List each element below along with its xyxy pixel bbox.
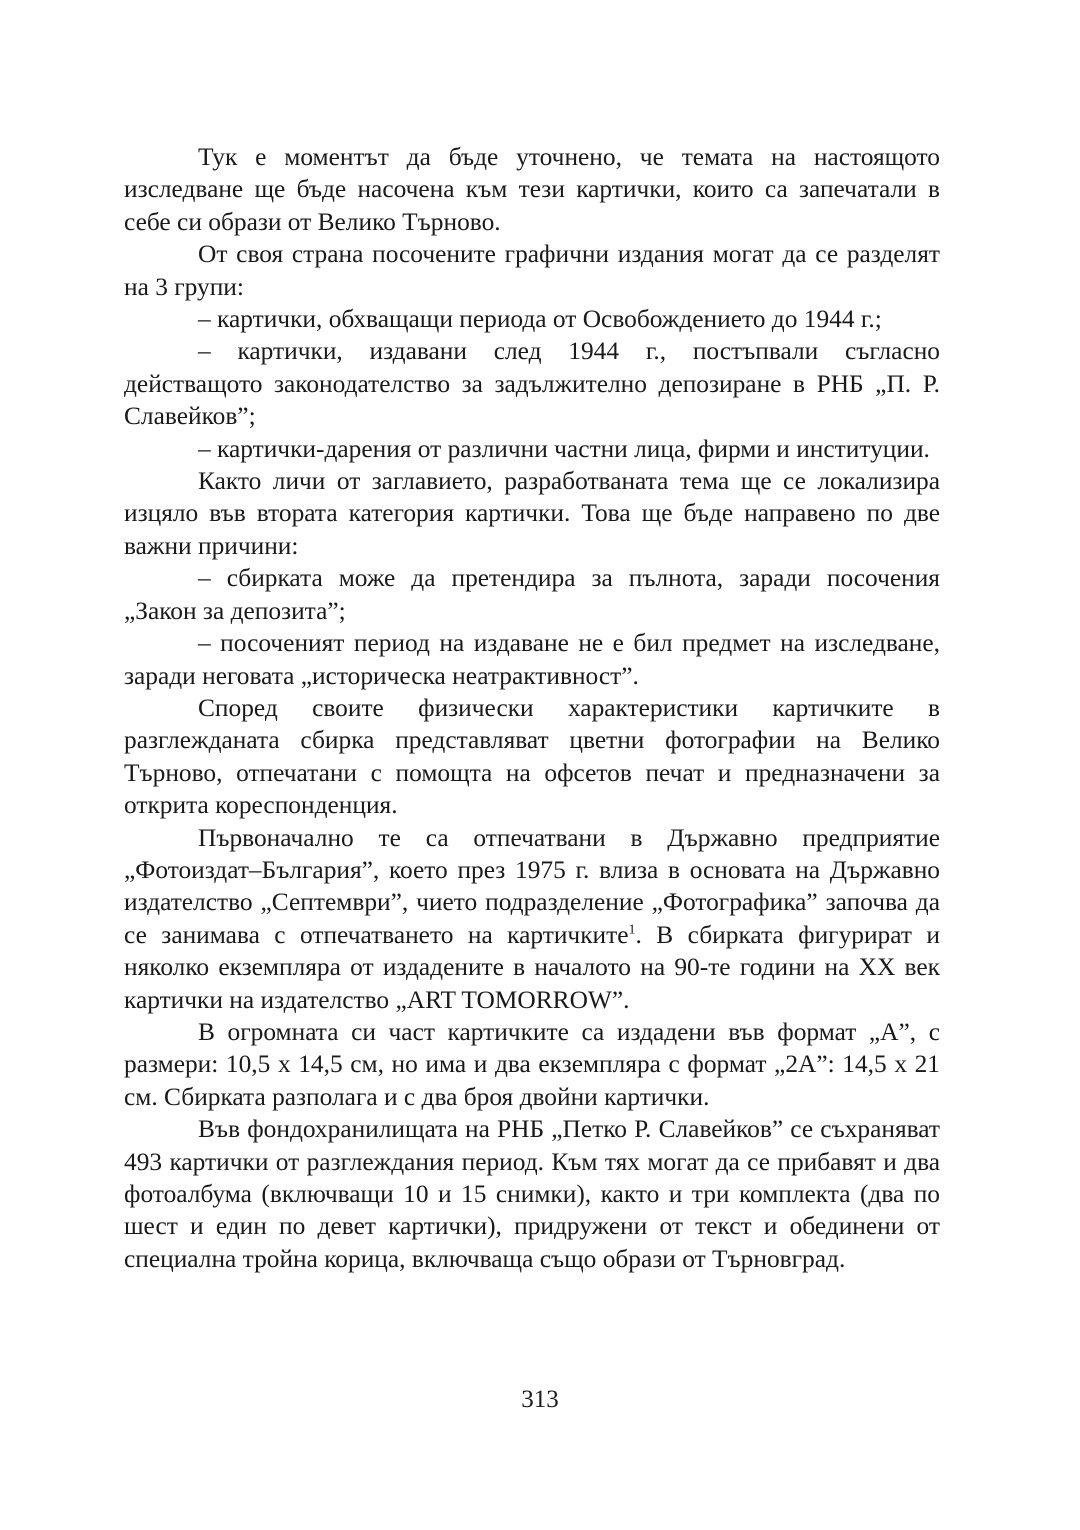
page-number: 313 — [521, 1386, 559, 1413]
paragraph: Както личи от заглавието, разработваната тема ще се локализира изцяло във втората категория картички. Това ще бъде направено по две важни причини: — [124, 467, 940, 560]
paragraph: Според своите физически характеристики картичките в разглежданата сбирка представляват цветни фотографии на Велико Търново, отпечатани с помощта на офсетов печат и предназначени за открита кореспонденция. — [124, 693, 940, 820]
paragraph-text: . В сбирката фигурират и няколко екземпляра от издадените в началото на 90-те години на ХХ век картички на издателство „ART TOMORROW”. — [124, 920, 940, 1014]
paragraph: Тук е моментът да бъде уточнено, че темата на настоящото изследване ще бъде насочена към тези картички, които са запечатали в себе си образи от Велико Търново. — [124, 143, 940, 236]
paragraph: В огромната си част картичките са издадени във формат „А”, с размери: 10,5 х 14,5 см, но има и два екземпляра с формат „2А”: 14,5 х 21 см. Сбирката разполага и с два броя двойни картички. — [124, 1017, 940, 1111]
paragraph: Във фондохранилищата на РНБ „Петко Р. Славейков” се съхраняват 493 картички от разглеждания период. Към тях могат да се прибавят и два фотоалбума (включващи 10 и 15 снимки), както и три комплекта (два по шест и един по девет картички), придружени от текст и обединени от специална тройна корица, включваща също образи от Търновград. — [124, 1115, 940, 1273]
footnote-marker[interactable]: 1 — [628, 922, 636, 938]
paragraph-text: Първоначално те са отпечатвани в Държавно предприятие „Фотоиздат–България”, което през 1975 г. влиза в основата на Държавно издателство „Септември”, чието подразделение „Фотографика” започва да се занимава с отпечатването на картичките — [124, 823, 940, 949]
paragraph: От своя страна посочените графични издания могат да се разделят на 3 групи: — [124, 240, 940, 301]
list-item: – картички, обхващащи периода от Освобождението до 1944 г.; — [198, 305, 882, 334]
list-item: – картички-дарения от различни частни лица, фирми и институции. — [198, 434, 930, 463]
list-item: – сбирката може да претендира за пълнота, заради посочения „Закон за депозита”; — [124, 564, 940, 625]
body-text — [124, 141, 940, 1275]
paragraph-with-footnote — [124, 822, 940, 1016]
list-item: – посоченият период на издаване не е бил предмет на изследване, заради неговата „историческа неатрактивност”. — [124, 629, 940, 690]
list-item: – картички, издавани след 1944 г., постъпвали съгласно действащото законодателство за задължително депозиране в РНБ „П. Р. Славейков”; — [124, 337, 940, 431]
